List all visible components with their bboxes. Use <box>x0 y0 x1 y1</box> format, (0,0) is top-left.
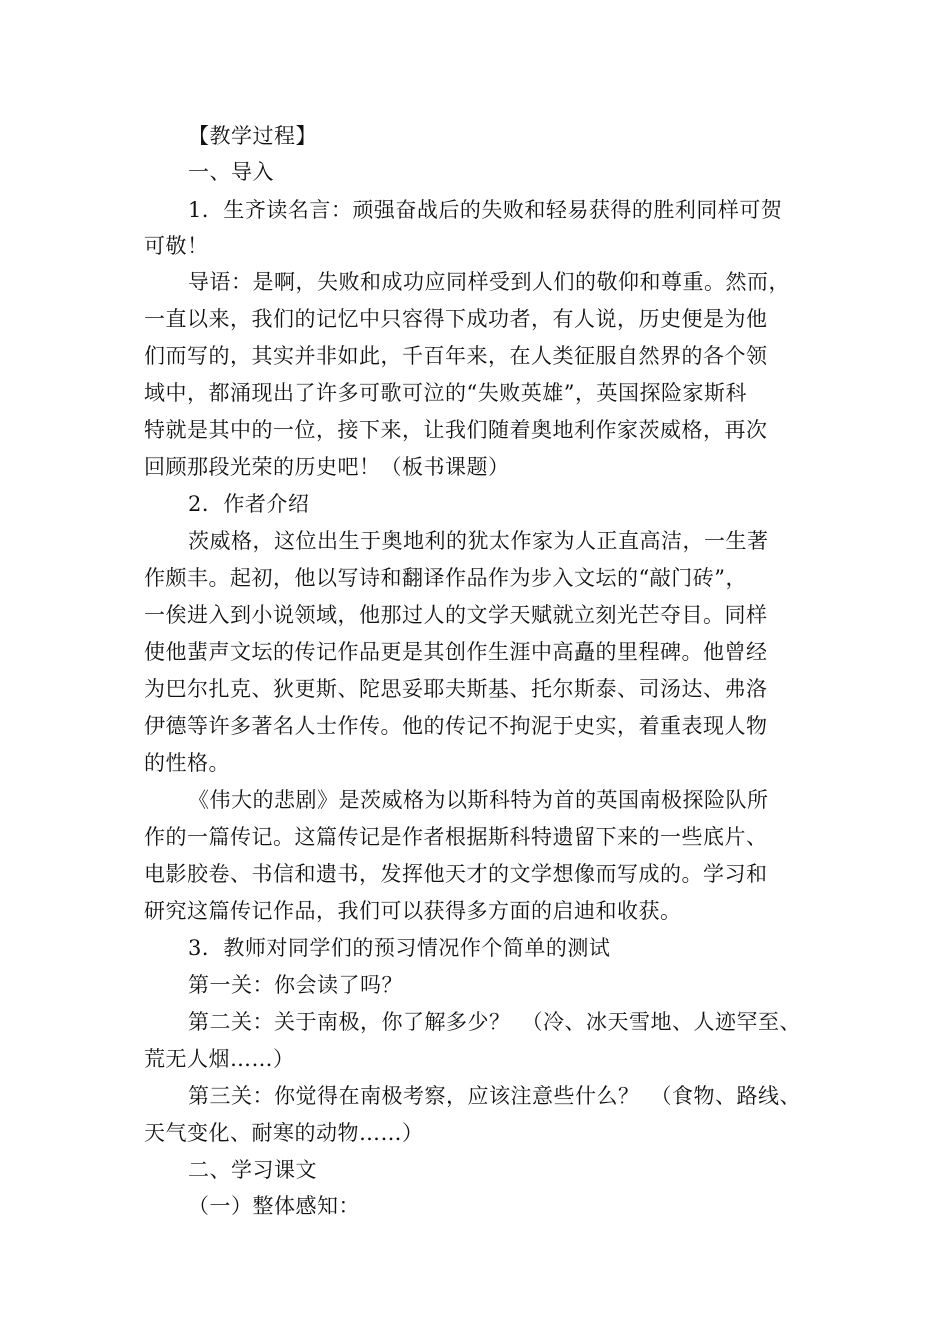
paragraph-line: 域中，都涌现出了许多可歌可泣的“失败英雄”，英国探险家斯科 <box>144 381 747 405</box>
subsection-heading: 二、学习课文 <box>188 1158 317 1182</box>
subsection-heading: 3．教师对同学们的预习情况作个简单的测试 <box>188 936 611 960</box>
paragraph-line: 一俟进入到小说领域，他那过人的文学天赋就立刻光芒夺目。同样 <box>144 603 768 627</box>
paragraph-line: 茨威格，这位出生于奥地利的犹太作家为人正直高洁，一生著 <box>188 529 769 553</box>
paragraph-line: 第三关：你觉得在南极考察，应该注意些什么？ （食物、路线、 <box>188 1084 801 1108</box>
paragraph-line: 可敬！ <box>144 234 209 258</box>
paragraph-line: 一直以来，我们的记忆中只容得下成功者，有人说，历史便是为他 <box>144 307 768 331</box>
paragraph-line: 作颇丰。起初，他以写诗和翻译作品作为步入文坛的“敲门砖”， <box>144 566 747 590</box>
subsection-heading: 2．作者介绍 <box>188 492 310 516</box>
paragraph-line: 的性格。 <box>144 751 230 775</box>
paragraph-line: 荒无人烟……） <box>144 1047 295 1071</box>
paragraph-line: 伊德等许多著名人士作传。他的传记不拘泥于史实，着重表现人物 <box>144 714 768 738</box>
paragraph-line: 导语：是啊，失败和成功应同样受到人们的敬仰和尊重。然而， <box>188 270 790 294</box>
paragraph-line: 研究这篇传记作品，我们可以获得多方面的启迪和收获。 <box>144 899 682 923</box>
paragraph-line: 1．生齐读名言：顽强奋战后的失败和轻易获得的胜利同样可贺 <box>188 198 783 222</box>
paragraph-line: 《伟大的悲剧》是茨威格为以斯科特为首的英国南极探险队所 <box>188 788 769 812</box>
paragraph-line: 使他蜚声文坛的传记作品更是其创作生涯中高矗的里程碑。他曾经 <box>144 640 768 664</box>
paragraph-line: 为巴尔扎克、狄更斯、陀思妥耶夫斯基、托尔斯泰、司汤达、弗洛 <box>144 677 768 701</box>
section-heading: 【教学过程】 <box>188 124 317 148</box>
paragraph-line: 电影胶卷、书信和遗书，发挥他天才的文学想像而写成的。学习和 <box>144 862 768 886</box>
paragraph-line: 天气变化、耐寒的动物……） <box>144 1121 424 1145</box>
subsection-heading: 一、导入 <box>188 160 274 184</box>
paragraph-line: 回顾那段光荣的历史吧！（板书课题） <box>144 455 510 479</box>
paragraph-line: 特就是其中的一位，接下来，让我们随着奥地利作家茨威格，再次 <box>144 418 768 442</box>
paragraph-line: 第一关：你会读了吗？ <box>188 973 403 997</box>
paragraph-line: 第二关：关于南极，你了解多少？ （冷、冰天雪地、人迹罕至、 <box>188 1010 801 1034</box>
subsection-heading: （一）整体感知： <box>188 1194 360 1218</box>
paragraph-line: 作的一篇传记。这篇传记是作者根据斯科特遗留下来的一些底片、 <box>144 825 768 849</box>
paragraph-line: 们而写的，其实并非如此，千百年来，在人类征服自然界的各个领 <box>144 344 768 368</box>
